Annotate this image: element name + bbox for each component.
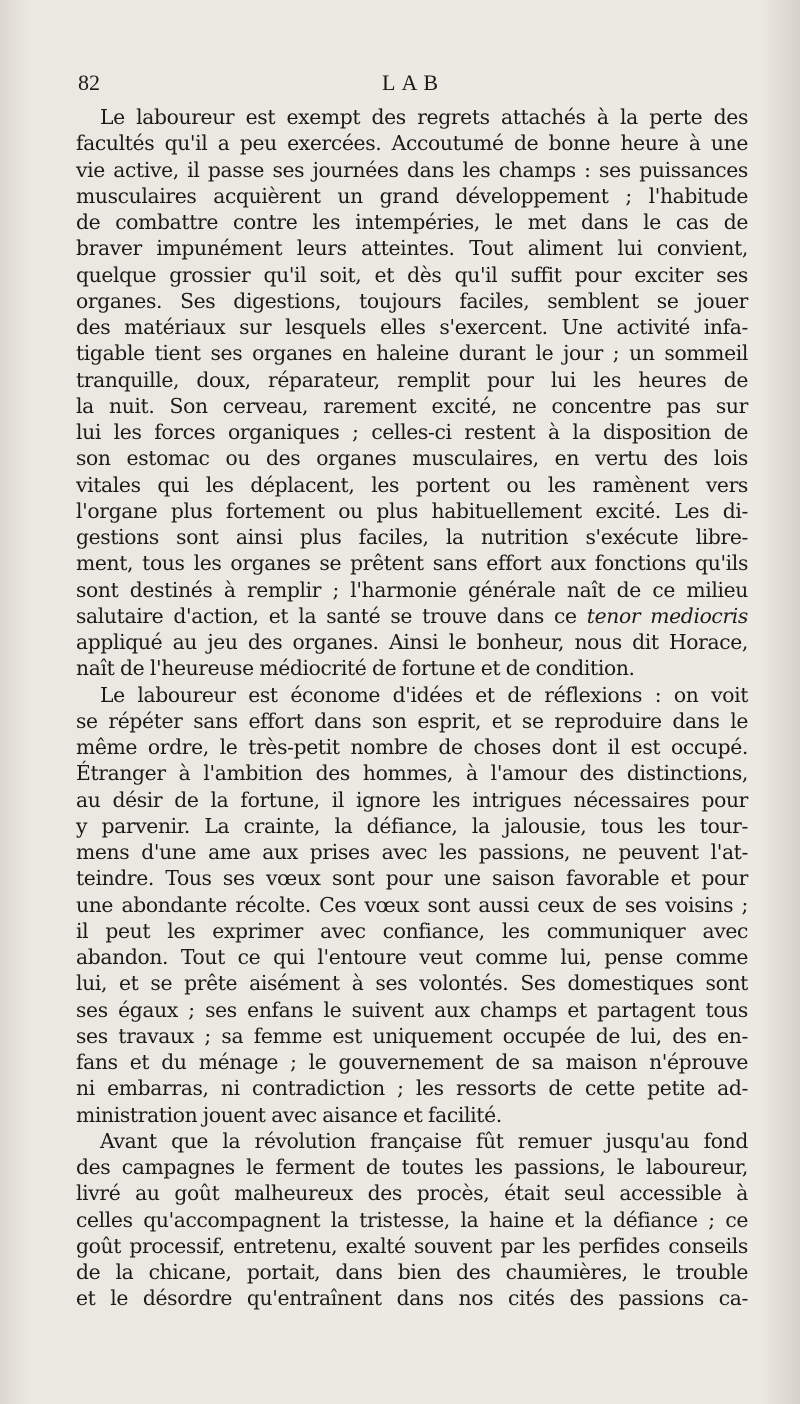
text-line: musculaires acquièrent un grand développement ; l'habitude — [76, 183, 748, 208]
text-line: l'organe plus fortement ou plus habituellement excité. Les di- — [76, 498, 748, 523]
text-line: braver impunément leurs atteintes. Tout aliment lui convient, — [76, 236, 748, 261]
text-line: mens d'une ame aux prises avec les passions, ne peuvent l'at- — [76, 840, 748, 864]
text-line: même ordre, le très-petit nombre de choses dont il est occupé. — [76, 735, 748, 759]
body-text — [76, 104, 748, 1312]
text-line: ni embarras, ni contradiction ; les ressorts de cette petite ad- — [76, 1076, 748, 1101]
text-line: vie active, il passe ses journées dans les champs : ses puissances — [76, 157, 748, 182]
text-line: une abondante récolte. Ces vœux sont aussi ceux de ses voisins ; — [76, 892, 748, 917]
text-line-segment: salutaire d'action, et la santé se trouve dans ce — [76, 603, 577, 628]
text-line: des matériaux sur lesquels elles s'exercent. Une activité infa- — [76, 315, 748, 339]
text-line: quelque grossier qu'il soit, et dès qu'il suffit pour exciter ses — [76, 262, 748, 287]
text-line: la nuit. Son cerveau, rarement excité, ne concentre pas sur — [76, 393, 748, 418]
text-line: organes. Ses digestions, toujours faciles, semblent se jouer — [76, 288, 748, 313]
text-line: ses égaux ; ses enfans le suivent aux champs et partagent tous — [76, 997, 748, 1022]
text-line: Avant que la révolution française fût remuer jusqu'au fond — [100, 1128, 748, 1153]
text-line: se répéter sans effort dans son esprit, et se reproduire dans le — [76, 708, 748, 733]
text-line: abandon. Tout ce qui l'entoure veut comme lui, pense comme — [76, 945, 748, 969]
text-line: Étranger à l'ambition des hommes, à l'amour des distinctions, — [76, 761, 748, 786]
text-line: de la chicane, portait, dans bien des chaumières, le trouble — [76, 1260, 748, 1284]
text-line: y parvenir. La crainte, la défiance, la jalousie, tous les tour- — [76, 813, 748, 838]
text-line: tranquille, doux, réparateur, remplit pour lui les heures de — [76, 367, 748, 392]
text-line: son estomac ou des organes musculaires, en vertu des lois — [76, 446, 748, 471]
text-line: Le laboureur est exempt des regrets attachés à la perte des — [100, 105, 748, 129]
text-line: livré au goût malheureux des procès, était seul accessible à — [76, 1181, 748, 1206]
page-number: 82 — [78, 70, 100, 95]
text-line: et le désordre qu'entraînent dans nos cités des passions ca- — [76, 1286, 748, 1311]
text-line: tigable tient ses organes en haleine durant le jour ; un sommeil — [76, 341, 748, 366]
text-line: gestions sont ainsi plus faciles, la nutrition s'exécute libre- — [76, 525, 748, 549]
text-line: lui les forces organiques ; celles-ci restent à la disposition de — [76, 420, 748, 444]
text-line: teindre. Tous ses vœux sont pour une saison favorable et pour — [76, 866, 748, 891]
text-line: lui, et se prête aisément à ses volontés. Ses domestiques sont — [76, 971, 748, 996]
text-line: sont destinés à remplir ; l'harmonie générale naît de ce milieu — [76, 577, 748, 602]
text-line-with-italic — [76, 603, 748, 629]
text-line: de combattre contre les intempéries, le met dans le cas de — [76, 210, 748, 234]
text-line: au désir de la fortune, il ignore les intrigues nécessaires pour — [76, 787, 748, 812]
page-header — [78, 70, 748, 104]
text-line: Le laboureur est économe d'idées et de réflexions : on voit — [100, 682, 748, 707]
running-head: LAB — [382, 70, 444, 95]
text-line: il peut les exprimer avec confiance, les communiquer avec — [76, 918, 748, 943]
text-line: ment, tous les organes se prêtent sans effort aux fonctions qu'ils — [76, 551, 748, 576]
italic-phrase: tenor mediocris — [586, 603, 748, 628]
text-line: celles qu'accompagnent la tristesse, la haine et la défiance ; ce — [76, 1207, 748, 1232]
text-line: goût processif, entretenu, exalté souvent par les perfides conseils — [76, 1233, 748, 1258]
text-line: ministration jouent avec aisance et facilité. — [76, 1102, 502, 1127]
text-line: facultés qu'il a peu exercées. Accoutumé de bonne heure à une — [76, 131, 748, 156]
text-line: vitales qui les déplacent, les portent ou les ramènent vers — [76, 472, 748, 497]
text-line: des campagnes le ferment de toutes les passions, le laboureur, — [76, 1155, 748, 1179]
text-line: ses travaux ; sa femme est uniquement occupée de lui, des en- — [76, 1023, 748, 1048]
text-line: naît de l'heureuse médiocrité de fortune et de condition. — [76, 656, 635, 681]
text-line: appliqué au jeu des organes. Ainsi le bonheur, nous dit Horace, — [76, 630, 748, 654]
text-line: fans et du ménage ; le gouvernement de sa maison n'éprouve — [76, 1050, 748, 1074]
